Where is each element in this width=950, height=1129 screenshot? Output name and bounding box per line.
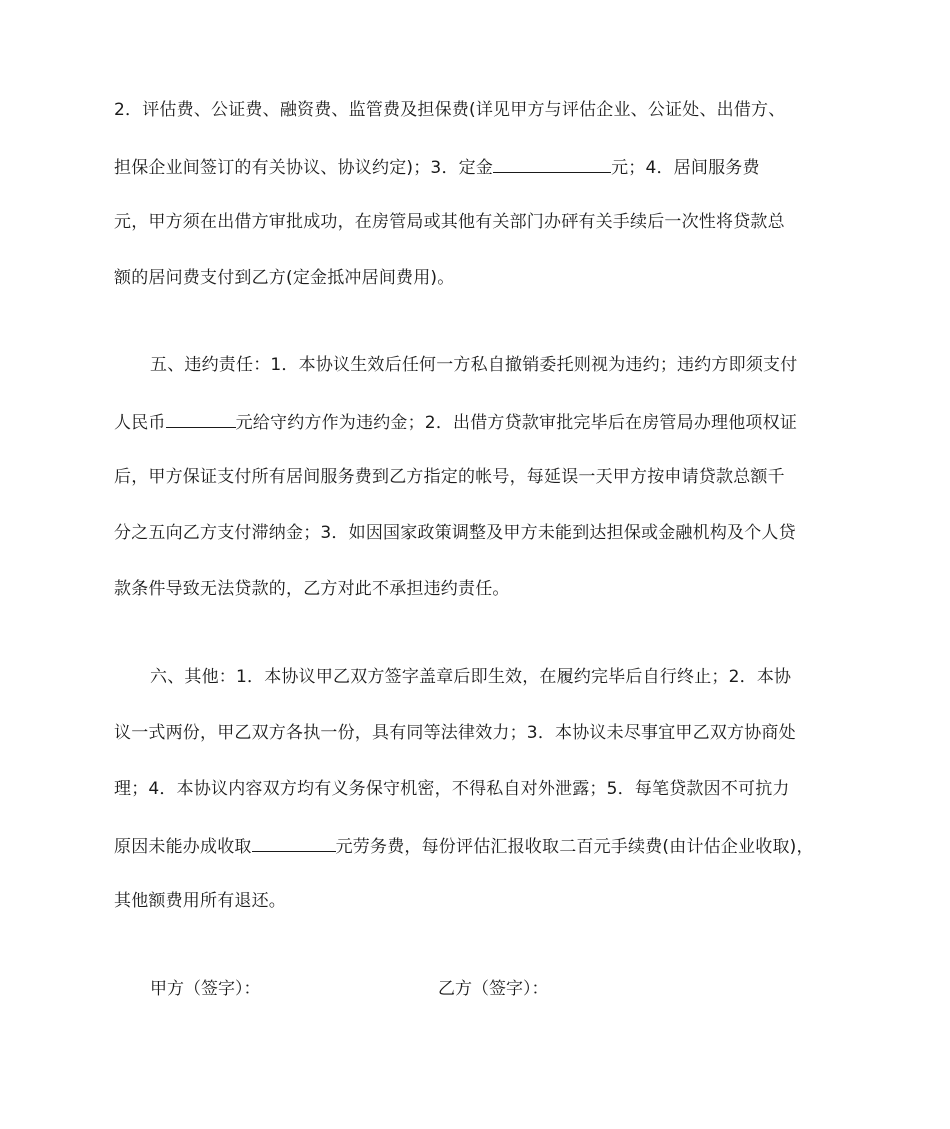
other-line-2: 议一式两份，甲乙双方各执一份，具有同等法律效力；3．本协议未尽事宜甲乙双方协商处 (114, 723, 796, 743)
fees-line-2-text-a: 担保企业间签订的有关协议、协议约定)；3．定金 (114, 158, 494, 178)
fees-line-1: 2．评估费、公证费、融资费、监管费及担保费(详见甲方与评估企业、公证处、出借方、 (114, 100, 786, 120)
fees-line-2-text-b: 元；4．居间服务费 (611, 158, 760, 178)
liability-line-2-text-a: 人民币 (114, 413, 166, 433)
liability-line-3: 后，甲方保证支付所有居间服务费到乙方指定的帐号，每延误一天甲方按申请贷款总额千 (114, 467, 785, 487)
other-line-5: 其他额费用所有退还。 (114, 891, 286, 911)
other-line-4-text-a: 原因未能办成收取 (114, 837, 252, 857)
other-line-4-text-b: 元劳务费，每份评估汇报收取二百元手续费(由计估企业收取)， (335, 837, 814, 857)
liability-line-4: 分之五向乙方支付滞纳金；3．如因国家政策调整及甲方未能到达担保或金融机构及个人贷 (114, 523, 796, 543)
other-line-3: 理；4．本协议内容双方均有义务保守机密，不得私自对外泄露；5．每笔贷款因不可抗力 (114, 779, 790, 799)
party-b-signature-label: 乙方（签字）： (438, 979, 549, 999)
other-line-1: 六、其他：1．本协议甲乙双方签字盖章后即生效，在履约完毕后自行终止；2．本协 (150, 667, 792, 687)
liability-line-5: 款条件导致无法贷款的，乙方对此不承担违约责任。 (114, 579, 510, 599)
fees-line-4: 额的居问费支付到乙方(定金抵冲居间费用)。 (114, 268, 455, 288)
labor-fee-blank (252, 833, 336, 852)
fees-line-2 (114, 154, 760, 180)
liability-line-2-text-b: 元给守约方作为违约金；2．出借方贷款审批完毕后在房管局办理他项权证 (235, 413, 798, 433)
deposit-blank (493, 154, 611, 173)
other-line-4 (114, 833, 814, 859)
fees-line-3: 元，甲方须在出借方审批成功，在房管局或其他有关部门办砰有关手续后一次性将贷款总 (114, 212, 785, 232)
liability-line-1: 五、违约责任：1．本协议生效后任何一方私自撤销委托则视为违约；违约方即须支付 (150, 355, 798, 375)
penalty-amount-blank (166, 409, 236, 428)
party-a-signature-label: 甲方（签字）： (150, 979, 261, 999)
liability-line-2 (114, 409, 797, 435)
